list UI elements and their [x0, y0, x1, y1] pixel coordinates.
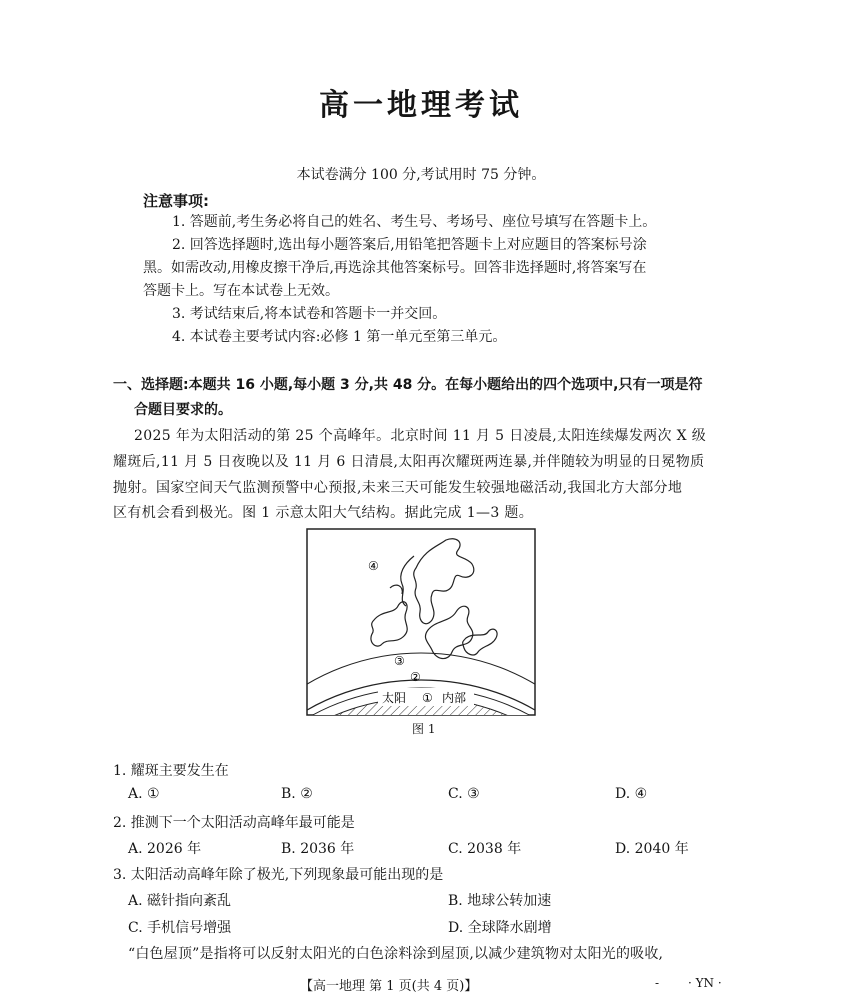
option: D. 全球降水剧增 — [448, 920, 552, 936]
option: C. ③ — [448, 786, 480, 802]
question-stem: 3. 太阳活动高峰年除了极光,下列现象最可能出现的是 — [113, 867, 444, 883]
section-heading-cont: 合题目要求的。 — [134, 402, 232, 418]
notice-line: 4. 本试卷主要考试内容:必修 1 第一单元至第三单元。 — [172, 329, 507, 345]
exam-title: 高一地理考试 — [319, 88, 523, 123]
notice-heading: 注意事项: — [143, 192, 209, 210]
label-inner: 内部 — [442, 691, 467, 705]
figure-caption: 图 1 — [412, 722, 436, 736]
exam-subtitle: 本试卷满分 100 分,考试用时 75 分钟。 — [296, 167, 546, 183]
solar-atmosphere-figure — [306, 528, 536, 716]
question-stem: 2. 推测下一个太阳活动高峰年最可能是 — [113, 815, 355, 831]
notice-line: 答题卡上。写在本试卷上无效。 — [143, 283, 339, 299]
passage-line: 抛射。国家空间天气监测预警中心预报,未来三天可能发生较强地磁活动,我国北方大部分地 — [113, 480, 683, 496]
notice-line: 1. 答题前,考生务必将自己的姓名、考生号、考场号、座位号填写在答题卡上。 — [172, 214, 657, 230]
option: B. ② — [281, 786, 313, 802]
option: C. 手机信号增强 — [128, 920, 232, 936]
option: D. ④ — [615, 786, 648, 802]
page-footer: 【高一地理 第 1 页(共 4 页)】 — [300, 979, 478, 994]
passage-line: “白色屋顶”是指将可以反射太阳光的白色涂料涂到屋顶,以减少建筑物对太阳光的吸收, — [128, 946, 664, 962]
passage-line: 2025 年为太阳活动的第 25 个高峰年。北京时间 11 月 5 日凌晨,太阳连续爆发两次 X 级 — [134, 428, 707, 444]
notice-line: 黑。如需改动,用橡皮擦干净后,再选涂其他答案标号。回答非选择题时,将答案写在 — [143, 260, 647, 276]
notice-line: 2. 回答选择题时,选出每小题答案后,用铅笔把答题卡上对应题目的答案标号涂 — [172, 237, 647, 253]
option: B. 地球公转加速 — [448, 893, 552, 909]
option: D. 2040 年 — [615, 841, 689, 857]
question-stem: 1. 耀斑主要发生在 — [113, 763, 229, 779]
passage-line: 区有机会看到极光。图 1 示意太阳大气结构。据此完成 1—3 题。 — [113, 505, 534, 521]
footer-dash: - — [655, 976, 660, 990]
figure-frame — [307, 529, 535, 715]
label-photosphere: ② — [410, 670, 421, 684]
label-chromosphere: ③ — [394, 654, 405, 668]
option: A. ① — [128, 786, 160, 802]
option: A. 磁针指向紊乱 — [128, 893, 232, 909]
footer-code: · YN · — [688, 976, 722, 990]
section-heading: 一、选择题:本题共 16 小题,每小题 3 分,共 48 分。在每小题给出的四个选项中,只有一项是符 — [113, 377, 703, 393]
label-sun: 太阳 — [382, 691, 407, 705]
passage-line: 耀斑后,11 月 5 日夜晚以及 11 月 6 日清晨,太阳再次耀斑两连暴,并伴随较为明显的日冕物质 — [113, 454, 705, 470]
label-corona: ④ — [368, 559, 379, 573]
option: C. 2038 年 — [448, 841, 522, 857]
option: B. 2036 年 — [281, 841, 355, 857]
option: A. 2026 年 — [128, 841, 202, 857]
notice-line: 3. 考试结束后,将本试卷和答题卡一并交回。 — [172, 306, 447, 322]
label-core: ① — [422, 691, 433, 705]
